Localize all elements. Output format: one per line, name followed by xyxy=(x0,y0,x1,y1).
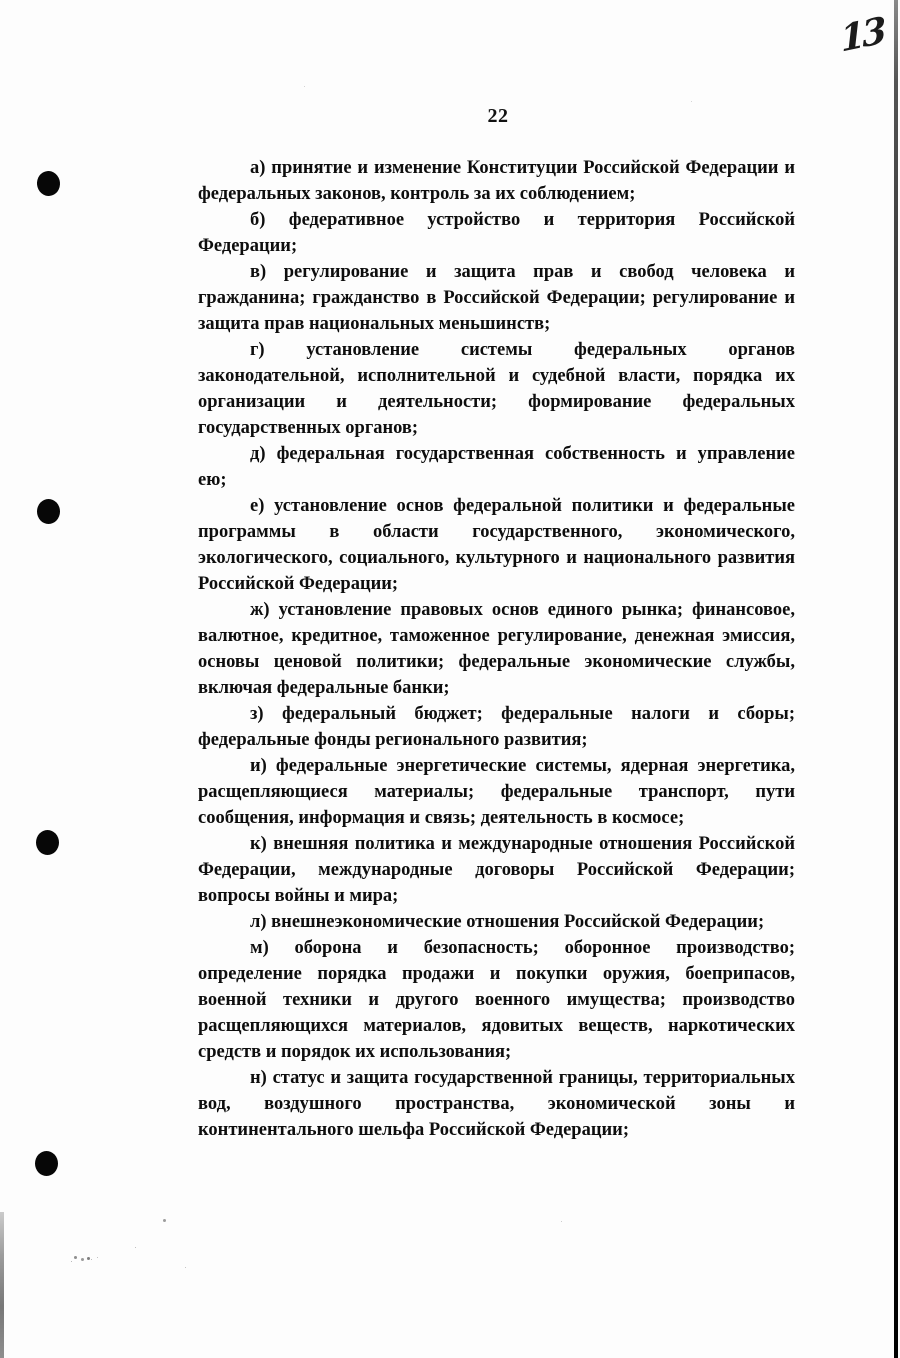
document-paragraph: а) принятие и изменение Конституции Российской Федерации и федеральных законов, контроль за их соблюдением; xyxy=(198,158,795,204)
hole-punch-mark-3 xyxy=(36,830,59,855)
document-paragraph: к) внешняя политика и международные отношения Российской Федерации, международные договоры Российской Федерации; вопросы войны и мира; xyxy=(198,834,795,906)
document-text-block xyxy=(198,155,795,1143)
handwritten-page-number: 13 xyxy=(839,9,886,61)
document-paragraph: б) федеративное устройство и территория Российской Федерации; xyxy=(198,210,795,256)
printed-page-number: 22 xyxy=(487,105,509,127)
document-paragraph: н) статус и защита государственной границы, территориальных вод, воздушного пространства, экономической зоны и континентального шельфа Российской Федерации; xyxy=(198,1068,795,1140)
scan-edge-line-right xyxy=(894,0,898,1358)
document-paragraph: е) установление основ федеральной политики и федеральные программы в области государственного, экономического, экологического, социального, культурного и национального развития Российской Федерации; xyxy=(198,496,795,594)
document-paragraph: д) федеральная государственная собственность и управление ею; xyxy=(198,444,795,490)
document-paragraph: м) оборона и безопасность; оборонное производство; определение порядка продажи и покупки оружия, боеприпасов, военной техники и другого военного имущества; производство расщепляющихся материалов, ядовитых веществ, наркотических средств и порядок их использования; xyxy=(198,938,795,1062)
scan-edge-strip-left xyxy=(0,1212,4,1358)
document-paragraph: з) федеральный бюджет; федеральные налоги и сборы; федеральные фонды регионального развития; xyxy=(198,704,795,750)
scan-noise-specks xyxy=(163,1219,166,1222)
document-paragraph: л) внешнеэкономические отношения Российской Федерации; xyxy=(250,912,765,932)
document-paragraph: ж) установление правовых основ единого рынка; финансовое, валютное, кредитное, таможенное регулирование, денежная эмиссия, основы ценовой политики; федеральные экономические службы, включая федеральные банки; xyxy=(198,600,795,698)
document-paragraph: г) установление системы федеральных органов законодательной, исполнительной и судебной власти, порядка их организации и деятельности; формирование федеральных государственных органов; xyxy=(198,340,795,438)
pencil-scribble-mark xyxy=(74,1256,77,1259)
hole-punch-mark-2 xyxy=(37,499,60,524)
document-paragraph: и) федеральные энергетические системы, ядерная энергетика, расщепляющиеся материалы; федеральные транспорт, пути сообщения, информация и связь; деятельность в космосе; xyxy=(198,756,795,828)
hole-punch-mark-4 xyxy=(35,1151,58,1176)
hole-punch-mark-1 xyxy=(36,170,61,197)
document-paragraph: в) регулирование и защита прав и свобод человека и гражданина; гражданство в Российской Федерации; регулирование и защита прав национальных меньшинств; xyxy=(198,262,795,334)
